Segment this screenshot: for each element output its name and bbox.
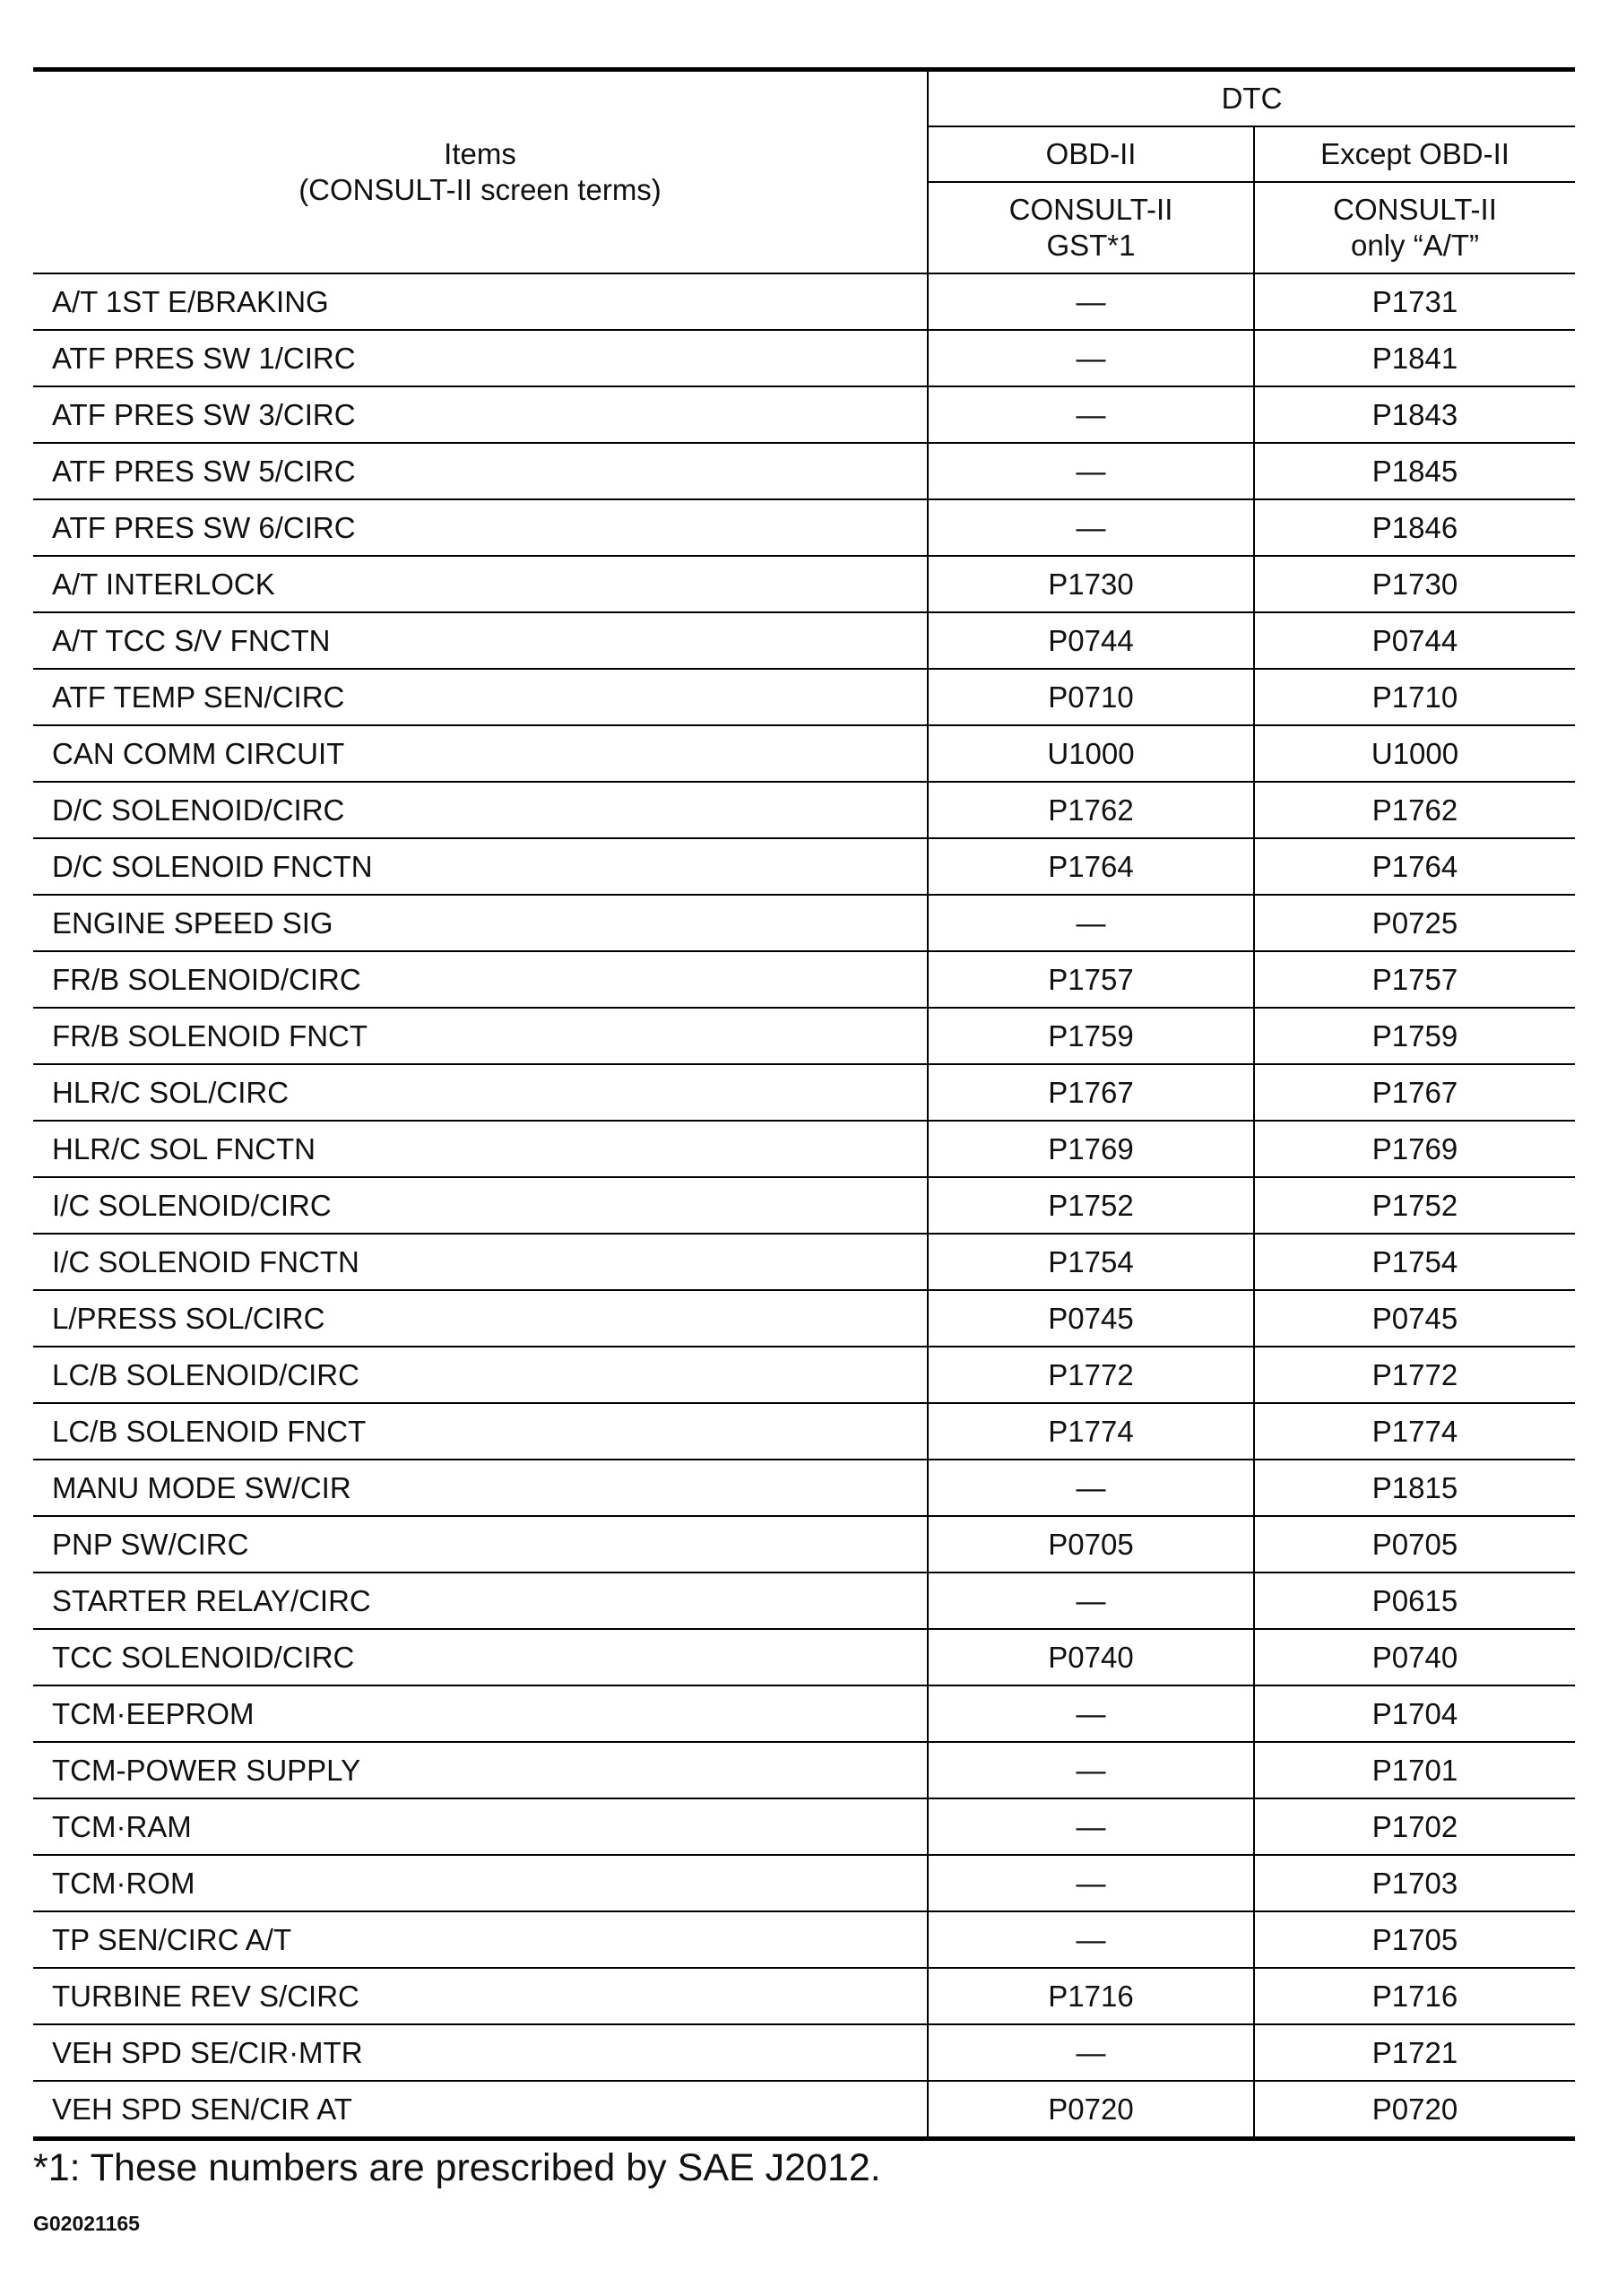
except-obd-ii-cell: P0615: [1254, 1573, 1575, 1629]
except-obd-ii-cell: P1774: [1254, 1403, 1575, 1460]
table-row: [33, 2081, 1575, 2139]
table-row: [33, 1347, 1575, 1403]
obd-ii-cell: —: [928, 499, 1254, 556]
except-obd-ii-cell: P1705: [1254, 1911, 1575, 1968]
item-cell: A/T 1ST E/BRAKING: [33, 273, 928, 330]
item-cell: A/T TCC S/V FNCTN: [33, 612, 928, 669]
table-row: [33, 273, 1575, 330]
table-row: [33, 1290, 1575, 1347]
obd-ii-cell: —: [928, 273, 1254, 330]
table-row: [33, 782, 1575, 838]
table-row: [33, 1685, 1575, 1742]
table-row: [33, 1573, 1575, 1629]
obd-ii-cell: P1772: [928, 1347, 1254, 1403]
item-cell: VEH SPD SEN/CIR AT: [33, 2081, 928, 2139]
except-obd-ii-cell: P1762: [1254, 782, 1575, 838]
table-row: [33, 951, 1575, 1008]
except-obd-ii-cell: P1815: [1254, 1460, 1575, 1516]
table-row: [33, 1460, 1575, 1516]
item-cell: D/C SOLENOID FNCTN: [33, 838, 928, 895]
item-cell: I/C SOLENOID FNCTN: [33, 1234, 928, 1290]
item-cell: CAN COMM CIRCUIT: [33, 725, 928, 782]
item-cell: LC/B SOLENOID FNCT: [33, 1403, 928, 1460]
item-cell: HLR/C SOL/CIRC: [33, 1064, 928, 1121]
item-cell: ATF PRES SW 6/CIRC: [33, 499, 928, 556]
item-cell: MANU MODE SW/CIR: [33, 1460, 928, 1516]
table-row: [33, 1516, 1575, 1573]
obd-ii-cell: —: [928, 1573, 1254, 1629]
obd-ii-cell: P0705: [928, 1516, 1254, 1573]
table-row: [33, 1798, 1575, 1855]
item-cell: TCM·EEPROM: [33, 1685, 928, 1742]
table-row: [33, 556, 1575, 612]
item-cell: ATF PRES SW 3/CIRC: [33, 386, 928, 443]
table-row: [33, 1855, 1575, 1911]
item-cell: HLR/C SOL FNCTN: [33, 1121, 928, 1177]
table-row: [33, 725, 1575, 782]
except-obd-ii-cell: P1846: [1254, 499, 1575, 556]
except-obd-ii-cell: P0745: [1254, 1290, 1575, 1347]
item-cell: ATF PRES SW 1/CIRC: [33, 330, 928, 386]
table-row: [33, 838, 1575, 895]
table-row: [33, 1064, 1575, 1121]
item-cell: STARTER RELAY/CIRC: [33, 1573, 928, 1629]
item-cell: L/PRESS SOL/CIRC: [33, 1290, 928, 1347]
item-cell: TCM·RAM: [33, 1798, 928, 1855]
obd-ii-cell: U1000: [928, 725, 1254, 782]
item-cell: I/C SOLENOID/CIRC: [33, 1177, 928, 1234]
table-row: [33, 1742, 1575, 1798]
table-row: [33, 2024, 1575, 2081]
item-cell: TP SEN/CIRC A/T: [33, 1911, 928, 1968]
table-row: [33, 669, 1575, 725]
obd-ii-cell: P1769: [928, 1121, 1254, 1177]
obd-ii-cell: P1759: [928, 1008, 1254, 1064]
item-cell: PNP SW/CIRC: [33, 1516, 928, 1573]
table-row: [33, 1008, 1575, 1064]
except-obd-ii-cell: P1701: [1254, 1742, 1575, 1798]
table-row: [33, 1629, 1575, 1685]
item-cell: ATF PRES SW 5/CIRC: [33, 443, 928, 499]
obd-ii-cell: P0740: [928, 1629, 1254, 1685]
item-cell: TCM-POWER SUPPLY: [33, 1742, 928, 1798]
obd-ii-cell: P0744: [928, 612, 1254, 669]
except-obd-ii-subheader: [1254, 182, 1575, 273]
table-row: [33, 1234, 1575, 1290]
table-row: [33, 612, 1575, 669]
item-cell: TCC SOLENOID/CIRC: [33, 1629, 928, 1685]
obd-subheader-line-2: GST*1: [1046, 229, 1136, 262]
except-obd-ii-cell: P0725: [1254, 895, 1575, 951]
dtc-table: [33, 67, 1575, 2141]
obd-ii-cell: —: [928, 330, 1254, 386]
table-row: [33, 1121, 1575, 1177]
obd-ii-cell: P0720: [928, 2081, 1254, 2139]
except-obd-ii-cell: P1845: [1254, 443, 1575, 499]
except-obd-ii-cell: P0720: [1254, 2081, 1575, 2139]
item-cell: VEH SPD SE/CIR·MTR: [33, 2024, 928, 2081]
obd-ii-cell: P1774: [928, 1403, 1254, 1460]
except-obd-ii-cell: P1752: [1254, 1177, 1575, 1234]
obd-ii-cell: P1757: [928, 951, 1254, 1008]
obd-ii-cell: P1767: [928, 1064, 1254, 1121]
except-obd-ii-cell: P1759: [1254, 1008, 1575, 1064]
obd-ii-cell: —: [928, 443, 1254, 499]
table-row: [33, 386, 1575, 443]
obd-ii-cell: —: [928, 1685, 1254, 1742]
item-cell: A/T INTERLOCK: [33, 556, 928, 612]
table-row: [33, 1911, 1575, 1968]
obd-ii-cell: —: [928, 1460, 1254, 1516]
except-obd-ii-cell: P1704: [1254, 1685, 1575, 1742]
except-subheader-line-2: only “A/T”: [1350, 229, 1480, 262]
obd-ii-cell: —: [928, 895, 1254, 951]
except-subheader-line-1: CONSULT-II: [1333, 193, 1497, 226]
except-obd-ii-cell: U1000: [1254, 725, 1575, 782]
except-obd-ii-cell: P1841: [1254, 330, 1575, 386]
table-row: [33, 895, 1575, 951]
obd-ii-cell: P0745: [928, 1290, 1254, 1347]
items-column-header: [33, 70, 928, 274]
obd-ii-cell: —: [928, 1742, 1254, 1798]
except-obd-ii-cell: P1843: [1254, 386, 1575, 443]
item-cell: ATF TEMP SEN/CIRC: [33, 669, 928, 725]
item-cell: FR/B SOLENOID FNCT: [33, 1008, 928, 1064]
items-header-subtitle: (CONSULT-II screen terms): [298, 173, 662, 206]
obd-ii-cell: —: [928, 1798, 1254, 1855]
obd-ii-cell: P1764: [928, 838, 1254, 895]
obd-ii-cell: —: [928, 1911, 1254, 1968]
except-obd-ii-cell: P1767: [1254, 1064, 1575, 1121]
items-header-title: Items: [444, 137, 516, 170]
except-obd-ii-cell: P1703: [1254, 1855, 1575, 1911]
except-obd-ii-cell: P0744: [1254, 612, 1575, 669]
item-cell: LC/B SOLENOID/CIRC: [33, 1347, 928, 1403]
obd-ii-subheader: [928, 182, 1254, 273]
except-obd-ii-cell: P1754: [1254, 1234, 1575, 1290]
except-obd-ii-cell: P1710: [1254, 669, 1575, 725]
obd-ii-cell: P1730: [928, 556, 1254, 612]
except-obd-ii-cell: P0705: [1254, 1516, 1575, 1573]
obd-ii-cell: P1754: [928, 1234, 1254, 1290]
item-cell: TCM·ROM: [33, 1855, 928, 1911]
table-row: [33, 1968, 1575, 2024]
obd-ii-cell: P0710: [928, 669, 1254, 725]
obd-ii-cell: —: [928, 2024, 1254, 2081]
except-obd-ii-cell: P1772: [1254, 1347, 1575, 1403]
obd-subheader-line-1: CONSULT-II: [1008, 193, 1173, 226]
except-obd-ii-cell: P1769: [1254, 1121, 1575, 1177]
except-obd-ii-cell: P1731: [1254, 273, 1575, 330]
item-cell: ENGINE SPEED SIG: [33, 895, 928, 951]
obd-ii-cell: P1752: [928, 1177, 1254, 1234]
except-obd-ii-cell: P1702: [1254, 1798, 1575, 1855]
footnote: *1: These numbers are prescribed by SAE J2012.: [33, 2146, 881, 2189]
except-obd-ii-cell: P1716: [1254, 1968, 1575, 2024]
table-header: [33, 70, 1575, 274]
except-obd-ii-cell: P1721: [1254, 2024, 1575, 2081]
item-cell: TURBINE REV S/CIRC: [33, 1968, 928, 2024]
figure-id: G02021165: [33, 2212, 140, 2235]
obd-ii-cell: P1716: [928, 1968, 1254, 2024]
obd-ii-cell: —: [928, 1855, 1254, 1911]
table-row: [33, 499, 1575, 556]
except-obd-ii-cell: P1757: [1254, 951, 1575, 1008]
except-obd-ii-cell: P1730: [1254, 556, 1575, 612]
item-cell: D/C SOLENOID/CIRC: [33, 782, 928, 838]
table-row: [33, 1403, 1575, 1460]
table-row: [33, 330, 1575, 386]
except-obd-ii-cell: P1764: [1254, 838, 1575, 895]
item-cell: FR/B SOLENOID/CIRC: [33, 951, 928, 1008]
obd-ii-cell: P1762: [928, 782, 1254, 838]
table-body: [33, 273, 1575, 2139]
obd-ii-header: OBD-II: [928, 126, 1254, 182]
table-row: [33, 1177, 1575, 1234]
except-obd-ii-header: Except OBD-II: [1254, 126, 1575, 182]
except-obd-ii-cell: P0740: [1254, 1629, 1575, 1685]
obd-ii-cell: —: [928, 386, 1254, 443]
table-row: [33, 443, 1575, 499]
dtc-header: DTC: [928, 70, 1575, 127]
